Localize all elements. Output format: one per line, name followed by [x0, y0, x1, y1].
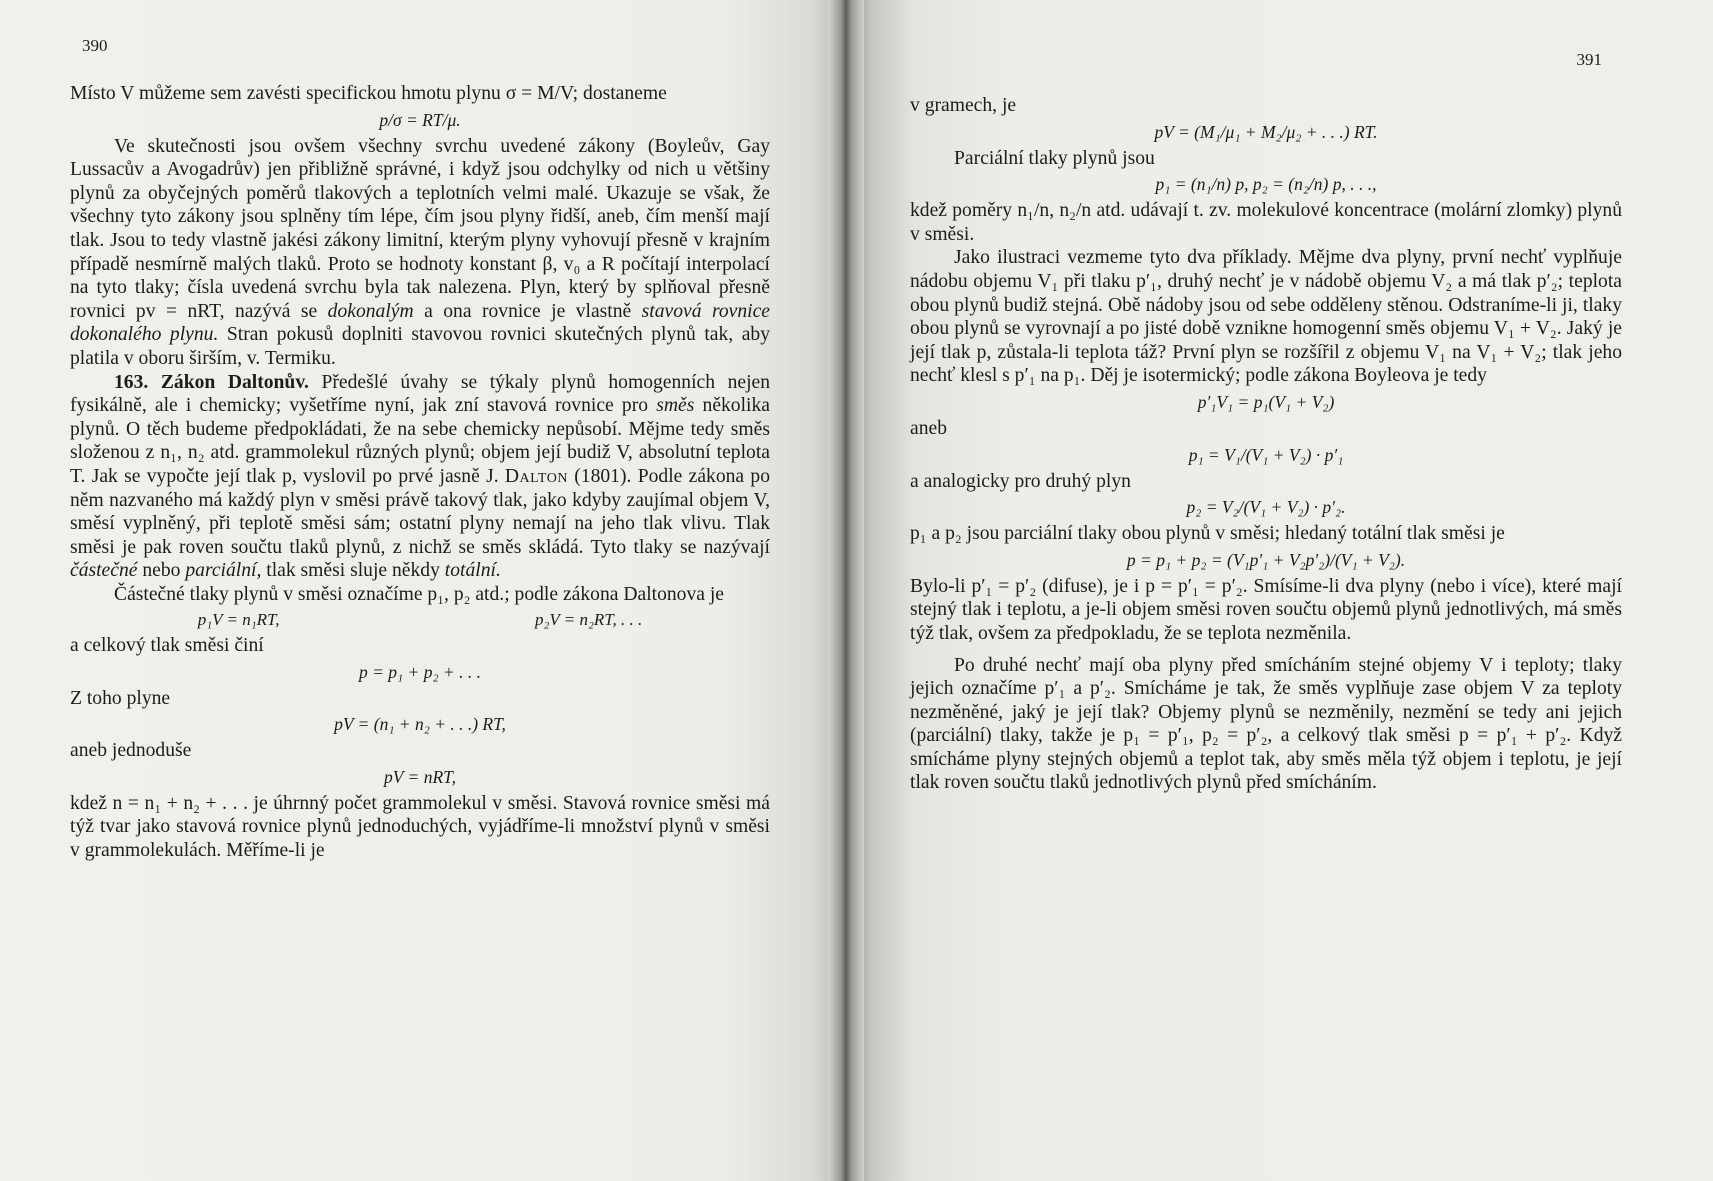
limit-laws-paragraph: [70, 135, 770, 371]
page-number-right: 391: [1576, 50, 1602, 69]
intro-paragraph: Místo V můžeme sem zavésti specifickou hmotu plynu σ = M/V; dostaneme: [70, 83, 667, 104]
partial-pressure-paragraph: Částečné tlaky plynů v směsi označíme p₁, p₂ atd.; podle zákona Daltonova je: [114, 583, 725, 605]
total-formula: p = p₁ + p₂ = (V₁p′₁ + V₂p′₂)/(V₁ + V₂).: [1126, 549, 1406, 570]
book-gutter: [828, 0, 864, 1181]
dalton-text-1: Předešlé úvahy se týkaly plynů homogenních nejen fysikálně, ale i chemicky; vyšetříme nyní, jak zní stavová rovnice pro: [70, 371, 771, 417]
simply-lead: aneb jednoduše: [70, 740, 192, 762]
dalton-paragraph: [70, 371, 770, 583]
ratios-paragraph: kdež poměry n₁/n, n₂/n atd. udávají t. zv. molekulové koncentrace (molární zlomky) plynů v směsi.: [910, 200, 1622, 245]
sum-paragraph: p₁ a p₂ jsou parciální tlaky obou plynů v směsi; hledaný totální tlak směsi je: [910, 523, 1505, 545]
dalton-text-2: několika plynů. O těch budeme předpokládati, že na sebe chemicky nepůsobí. Mějme tedy směs složenou z n₁, n₂ atd. grammolekul různých plynů; objem její budiž V, absolutní teplota T. Jak se vypočte její tlak p, vyslovil po prvé jasně J.: [70, 395, 770, 487]
partial-formulas: p₁ = (n₁/n) p, p₂ = (n₂/n) p, . . .,: [1155, 174, 1377, 195]
limit-laws-text-2: a ona rovnice je vlastně: [424, 300, 632, 322]
dalton-formulas: [70, 608, 770, 632]
dalton-text-3: (1801). Podle zákona po něm nazvaného má každý plyn v směsi právě takový tlak, jako kdyby zaujímal objem V, směsí vyplněný, při teplotě směsi sám; ostatní plyny nemají na jeho tlak vlivu. Tlak směsi je pak roven součtu tlaků plynů, z nichž se směs skládá. Tyto tlaky se nazývají: [70, 465, 771, 558]
ideal-gas-formula: pV = nRT,: [384, 766, 456, 787]
p2-formula: p₂ = V₂/(V₁ + V₂) · p′₂.: [1186, 497, 1346, 518]
right-text-block: [910, 94, 1622, 795]
total-pressure-lead: a celkový tlak směsi činí: [70, 635, 264, 657]
state-equation-term: stavová rovnice dokonalého plynu.: [70, 300, 770, 346]
follows-lead: Z toho plyne: [70, 687, 171, 709]
second-case-paragraph: Po druhé nechť mají oba plyny před smícháním stejné objemy V i teploty; tlaky jejich označíme p′₁ a p′₂. Smícháme je tak, že směs vyplňuje zase objem V za teploty nezměněné, jaký je její tlak? Objemy plynů se nezměnily, nezmění se tedy ani jejich (parciální) tlaky, takže je p₁ = p′₁, p₂ = p′₂, a celkový tlak směsi p = p′₁ + p′₂. Když smícháme plyny stejných objemů a teplot tak, aby směs měla týž objem i teplotu, je její tlak roven součtu tlaků jednotlivých plynů před smícháním.: [910, 654, 1622, 794]
ideal-term: dokonalým: [327, 300, 414, 322]
partial-lead: Parciální tlaky plynů jsou: [954, 147, 1155, 169]
left-page: [0, 0, 846, 1181]
limit-laws-text-3: Stran pokusů doplniti stavovou rovnici skutečných plynů tak, aby platila v oboru širším, v. Termiku.: [70, 324, 770, 369]
or-word: nebo: [142, 560, 181, 582]
mixture-term: směs: [656, 395, 695, 417]
specific-mass-formula: p/σ = RT/μ.: [379, 109, 461, 130]
dalton-text-4: tlak směsi sluje někdy: [266, 560, 440, 582]
section-heading: 163. Zákon Daltonův.: [114, 371, 309, 393]
sum-formula: pV = (n₁ + n₂ + . . .) RT,: [334, 714, 506, 735]
example-paragraph: Jako ilustraci vezmeme tyto dva příklady. Mějme dva plyny, první nechť vyplňuje nádobu objemu V₁ při tlaku p′₁, druhý nechť je v nádobě objemu V₂ a má tlak p′₂; teplota obou plynů budiž stejná. Obě nádoby jsou od sebe odděleny stěnou. Odstraníme-li ji, tlaky obou plynů se vyrovnají a po jisté době vznikne homogenní směs objemu V₁ + V₂. Jaký je její tlak p, zůstala-li teplota táž? První plyn se rozšířil z objemu V₁ na V₁ + V₂; tlak jeho nechť klesl s p′₁ na p₁. Děj je isotermický; podle zákona Boyleova je tedy: [910, 247, 1622, 387]
total-pressure-formula: p = p₁ + p₂ + . . .: [359, 661, 481, 682]
left-text-block: [70, 82, 770, 863]
second-gas-lead: a analogicky pro druhý plyn: [910, 470, 1131, 492]
final-paragraph: kdež n = n₁ + n₂ + . . . je úhrnný počet grammolekul v směsi. Stavová rovnice směsi má týž tvar jako stavová rovnice plynů jednoduchých, vyjádříme-li množství plynů v směsi v grammolekulách. Měříme-li je: [70, 792, 770, 862]
page-number-left: 390: [82, 36, 108, 55]
p1-formula: p₁ = V₁/(V₁ + V₂) · p′₁: [1188, 444, 1344, 465]
diffusion-paragraph: Bylo-li p′₁ = p′₂ (difuse), je i p = p′₁ = p′₂. Smísíme-li dva plyny (nebo i více), které mají stejný tlak i teplotu, a je-li objem směsi roven součtu objemů plynů jednotlivých, má směs týž tlak, ovšem za předpokladu, že se teplota nezměnila.: [910, 575, 1622, 644]
formula-p1: p₁V = n₁RT,: [197, 610, 280, 630]
partial-term-1: částečné: [70, 560, 138, 582]
grams-intro: v gramech, je: [910, 95, 1017, 116]
total-term: totální.: [444, 560, 501, 582]
mass-formula: pV = (M₁/μ₁ + M₂/μ₂ + . . .) RT.: [1154, 121, 1378, 142]
paragraph-gap: [910, 646, 1622, 654]
limit-laws-text: Ve skutečnosti jsou ovšem všechny svrchu uvedené zákony (Boyleův, Gay Lussacův a Avogadrův) jen přibližně správné, i když jsou odchylky od nich u většiny plynů za obyčejných poměrů tlakových a teplotních velmi malé. Ukazuje se však, že všechny tyto zákony jsou splněny tím lépe, čím jsou plyny řidší, aneb, čím menší mají tlak. Jsou to tedy vlastně jakési zákony limitní, kterým plyny vyhovují přesně v krajním případě nesmírně malých tlaků. Proto se hodnoty konstant β, v₀ a R počítají interpolací na tyto tlaky; čísla uvedená svrchu byla tak nalezena. Plyn, který by splňoval přesně rovnici pv = nRT, nazývá se: [70, 135, 770, 322]
dalton-name: Dalton: [504, 465, 568, 487]
boyle-formula: p′₁V₁ = p₁(V₁ + V₂): [1197, 391, 1335, 412]
or-lead: aneb: [910, 417, 947, 439]
partial-term-2: parciální,: [185, 560, 262, 582]
formula-p2: p₂V = n₂RT, . . .: [535, 610, 643, 630]
